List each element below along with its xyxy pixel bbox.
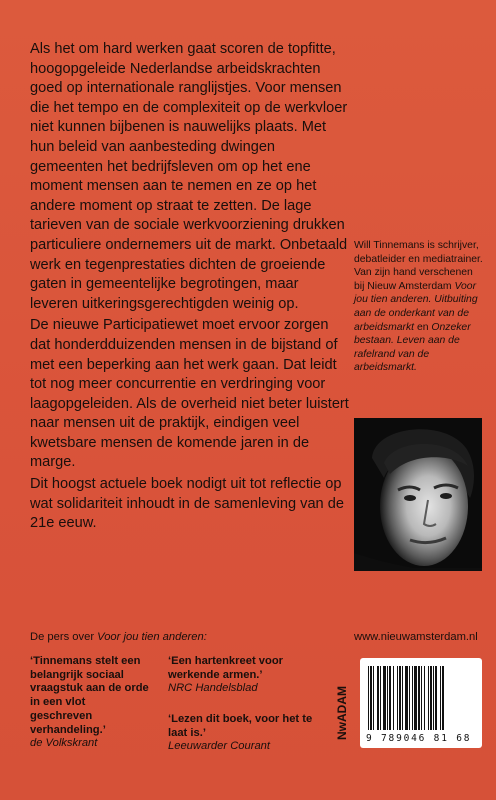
barcode-stripe (377, 666, 379, 730)
barcode-stripe (421, 666, 422, 730)
barcode-stripe (368, 666, 369, 730)
barcode-stripe (397, 666, 398, 730)
barcode-stripe (389, 666, 391, 730)
barcode-stripe (440, 666, 441, 730)
blurb-text (30, 40, 350, 534)
barcode-stripe (433, 666, 434, 730)
barcode-stripe (412, 666, 413, 730)
barcode (360, 658, 482, 748)
press-quote (30, 655, 150, 751)
blurb-paragraph-1: Als het om hard werken gaat scoren de topfitte, hoogopgeleide Nederlandse arbeidskrachten goed op internationale ranglijstjes. Voor mensen die het tempo en de complexiteit op de werkvloer niet kunnen bijbenen is nauwelijks plaats. Met hun beleid van aanbesteding dwingen gemeenten het bedrijfsleven om op het ene moment mensen aan te nemen en ze op het andere moment op straat te zetten. De lage tarieven van de sociale werkvoorziening drukken particuliere ondernemers uit de markt. Onbetaald werk en tegenprestaties dichten de groeiende gaten in gemeentelijke begrotingen, maar leveren uitkeringsgerechtigden weinig op. (30, 41, 348, 312)
press-heading-title: Voor jou tien anderen: (97, 631, 207, 643)
barcode-stripe (435, 666, 437, 730)
press-heading (30, 630, 207, 644)
blurb-paragraph-2: De nieuwe Participatiewet moet ervoor zorgen dat honderdduizenden mensen in de bijstand of met een beperking aan het werk gaan. Dat leidt tot nog meer concurrentie en verdringing voor laagopgeleiden. Als de overheid niet beter luistert naar mensen uit de praktijk, eindigen veel kwetsbare mensen de komende jaren in de marge. (30, 317, 349, 471)
barcode-stripe (442, 666, 444, 730)
quote-source: de Volkskrant (30, 737, 98, 750)
bio-title-2: Onzeker bestaan. Leven aan de rafelrand van de arbeidsmarkt. (354, 321, 471, 374)
barcode-stripe (370, 666, 372, 730)
barcode-stripe (373, 666, 374, 730)
barcode-stripe (428, 666, 429, 730)
press-heading-prefix: De pers over (30, 631, 98, 643)
barcode-stripe (430, 666, 432, 730)
press-quote (168, 713, 328, 754)
barcode-stripe (393, 666, 394, 730)
barcode-stripe (405, 666, 408, 730)
publisher-logo (334, 662, 350, 742)
barcode-stripe (409, 666, 410, 730)
quote-source: Leeuwarder Courant (168, 740, 270, 753)
press-quote (168, 655, 313, 696)
bio-connector: en (414, 321, 432, 333)
quote-text: ‘Tinnemans stelt een belangrijk sociaal vraagstuk aan de orde in een vlot geschreven verhandeling.’ (30, 655, 149, 736)
author-photo (354, 418, 482, 571)
barcode-stripe (424, 666, 425, 730)
barcode-stripe (387, 666, 388, 730)
blurb-paragraph-3: Dit hoogst actuele boek nodigt uit tot reflectie op wat solidariteit inhoudt in de samenleving van de 21e eeuw. (30, 476, 344, 532)
barcode-stripe (418, 666, 420, 730)
barcode-stripe (402, 666, 403, 730)
quote-text: ‘Lezen dit boek, voor het te laat is.’ (168, 713, 313, 739)
isbn-number: 9 789046 81 68 (366, 733, 472, 744)
quote-text: ‘Een hartenkreet voor werkende armen.’ (168, 655, 284, 681)
barcode-bars (368, 666, 474, 730)
barcode-stripe (414, 666, 417, 730)
author-bio (354, 239, 484, 375)
bio-text: Will Tinnemans is schrijver, debatleider en mediatrainer. Van zijn hand verschenen bij Nieuw Amsterdam (354, 240, 483, 292)
publisher-website: www.nieuwamsterdam.nl (354, 631, 478, 643)
bio-title-1: Voor jou tien anderen. Uitbuiting aan de onderkant van de arbeidsmarkt (354, 280, 478, 333)
barcode-stripe (383, 666, 386, 730)
svg-text:NwADAM: NwADAM (335, 686, 349, 740)
author-portrait-image (354, 418, 482, 571)
barcode-stripe (380, 666, 381, 730)
barcode-stripe (399, 666, 401, 730)
quote-source: NRC Handelsblad (168, 682, 258, 695)
